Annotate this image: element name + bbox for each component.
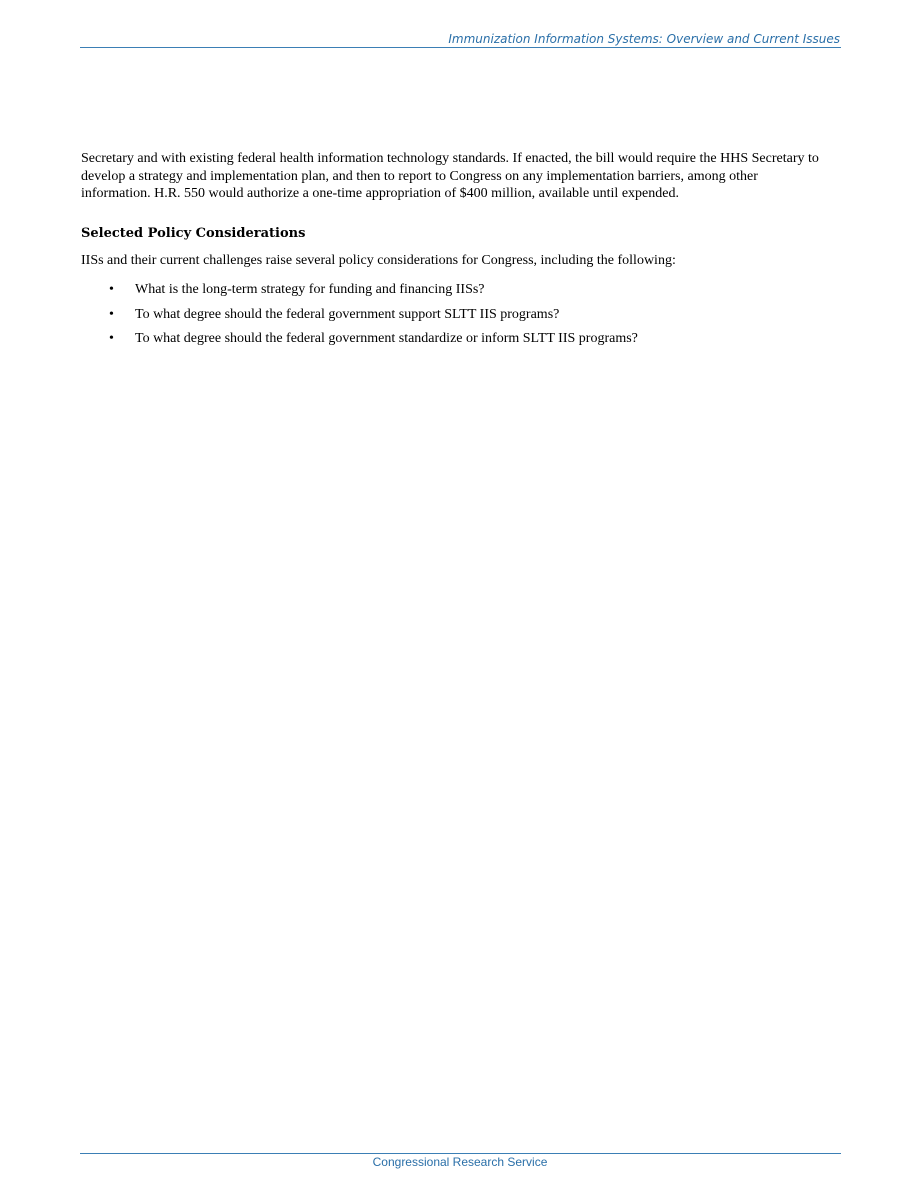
list-item bbox=[81, 306, 826, 324]
section-heading: Selected Policy Considerations bbox=[81, 225, 306, 241]
bullet-icon: • bbox=[109, 331, 114, 346]
header-rule bbox=[80, 47, 841, 48]
list-item bbox=[81, 281, 826, 299]
list-item-text: To what degree should the federal government standardize or inform SLTT IIS programs? bbox=[135, 331, 638, 346]
list-item-text: What is the long-term strategy for funding and financing IISs? bbox=[135, 282, 485, 297]
body-paragraph: IISs and their current challenges raise several policy considerations for Congress, including the following: bbox=[81, 252, 676, 268]
running-footer: Congressional Research Service bbox=[372, 1155, 548, 1169]
running-header-title: Immunization Information Systems: Overview and Current Issues bbox=[448, 32, 840, 46]
bullet-icon: • bbox=[109, 306, 114, 322]
policy-considerations-list bbox=[81, 281, 826, 348]
body-paragraph: Secretary and with existing federal health information technology standards. If enacted, the bill would require the HHS Secretary to develop a strategy and implementation plan, and then to report to Congress on any implementation barriers, among other information. H.R. 550 would authorize a one-time appropriation of $400 million, available until expended. bbox=[81, 151, 819, 201]
bullet-icon: • bbox=[109, 282, 114, 297]
list-item bbox=[81, 330, 826, 348]
page-content bbox=[81, 150, 826, 355]
list-item-text: To what degree should the federal government support SLTT IIS programs? bbox=[135, 306, 560, 322]
footer-rule bbox=[80, 1153, 841, 1154]
